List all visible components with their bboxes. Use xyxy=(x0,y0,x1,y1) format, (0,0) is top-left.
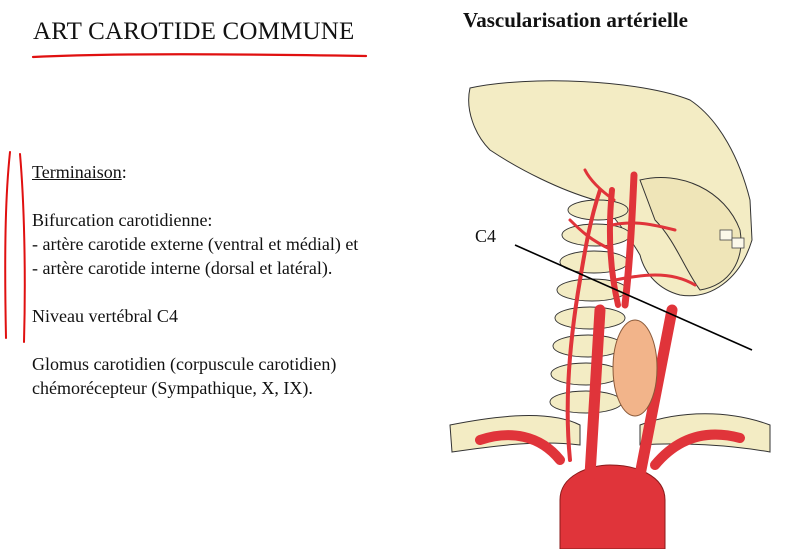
title-underline xyxy=(30,48,370,64)
glomus-line-1: Glomus carotidien (corpuscule carotidien) xyxy=(32,354,337,374)
bifurcation-line: Bifurcation carotidienne: xyxy=(32,210,213,230)
terminaison-line xyxy=(32,160,358,184)
section-title: Vascularisation artérielle xyxy=(463,8,688,32)
external-carotid-line: - artère carotide externe (ventral et médial) et xyxy=(32,234,359,254)
glomus-mass xyxy=(613,320,657,416)
heading-colon: : xyxy=(121,162,127,182)
glomus-line-2: chémorécepteur (Sympathique, X, IX). xyxy=(32,378,313,398)
carotid-anatomy-illustration xyxy=(440,80,780,549)
red-bracket-annotation xyxy=(0,150,30,350)
body-text xyxy=(32,160,358,400)
vertebral-level-line: Niveau vertébral C4 xyxy=(32,306,178,326)
c4-label: C4 xyxy=(475,226,497,246)
slide-title: ART CAROTIDE COMMUNE xyxy=(33,18,355,45)
internal-carotid-line: - artère carotide interne (dorsal et latéral). xyxy=(32,258,333,278)
aortic-arch xyxy=(560,465,665,549)
terminaison-heading: Terminaison xyxy=(32,162,122,182)
